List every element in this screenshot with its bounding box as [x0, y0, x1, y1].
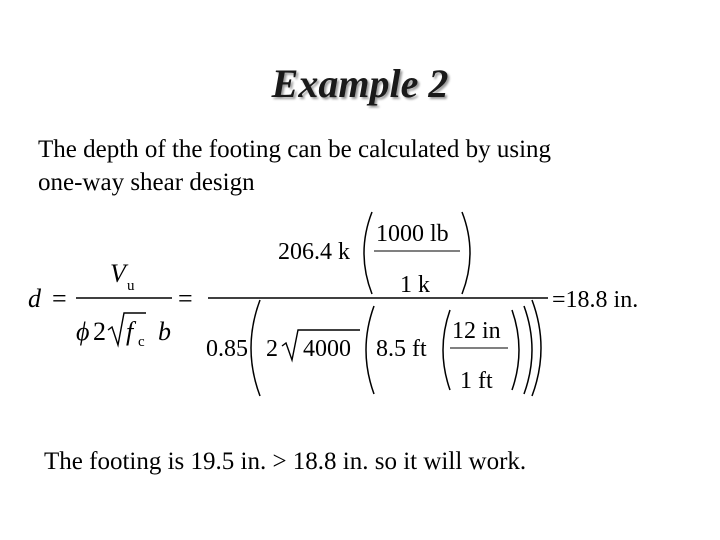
intro-line-2: one-way shear design [38, 169, 255, 196]
eq-conv2-numerator: 12 in [452, 318, 501, 344]
eq-paren-right-3 [524, 306, 532, 394]
eq-shear-value: 206.4 k [278, 239, 350, 265]
eq-conv2-denominator: 1 ft [460, 368, 493, 394]
eq-result: =18.8 in. [552, 287, 639, 313]
eq-conv1-denominator: 1 k [400, 272, 430, 298]
eq-equals-2: = [178, 284, 193, 313]
slide-title: Example 2 [271, 61, 449, 106]
eq-paren-left-2 [251, 300, 260, 396]
eq-fc-subscript: c [138, 334, 145, 350]
eq-fc-symbol: f [126, 317, 134, 346]
eq-equals-1: = [52, 284, 67, 313]
conclusion-text: The footing is 19.5 in. > 18.8 in. so it will work. [44, 448, 527, 475]
eq-paren-right-2 [532, 300, 541, 396]
eq-conv1-numerator: 1000 lb [376, 221, 449, 247]
eq-paren-left-3 [366, 306, 374, 394]
eq-b-value: 8.5 ft [376, 336, 427, 362]
eq-paren-left-1 [364, 212, 372, 294]
eq-paren-right-4 [512, 310, 519, 390]
eq-shear-subscript: u [127, 278, 135, 294]
eq-b-symbol: b [158, 317, 171, 346]
eq-paren-left-4 [443, 310, 450, 390]
eq-phi-symbol: ϕ [76, 317, 90, 346]
intro-text [38, 133, 678, 199]
eq-lhs-d: d [28, 284, 41, 313]
eq-phi-value: 0.85 [206, 336, 248, 362]
eq-two-value: 2 [266, 336, 278, 362]
eq-fc-value: 4000 [303, 336, 351, 362]
eq-shear-symbol: V [110, 259, 126, 288]
intro-line-1: The depth of the footing can be calculated by using [38, 136, 552, 163]
depth-equation [0, 200, 720, 410]
eq-paren-right-1 [462, 212, 470, 294]
eq-two-symbol: 2 [93, 317, 106, 346]
